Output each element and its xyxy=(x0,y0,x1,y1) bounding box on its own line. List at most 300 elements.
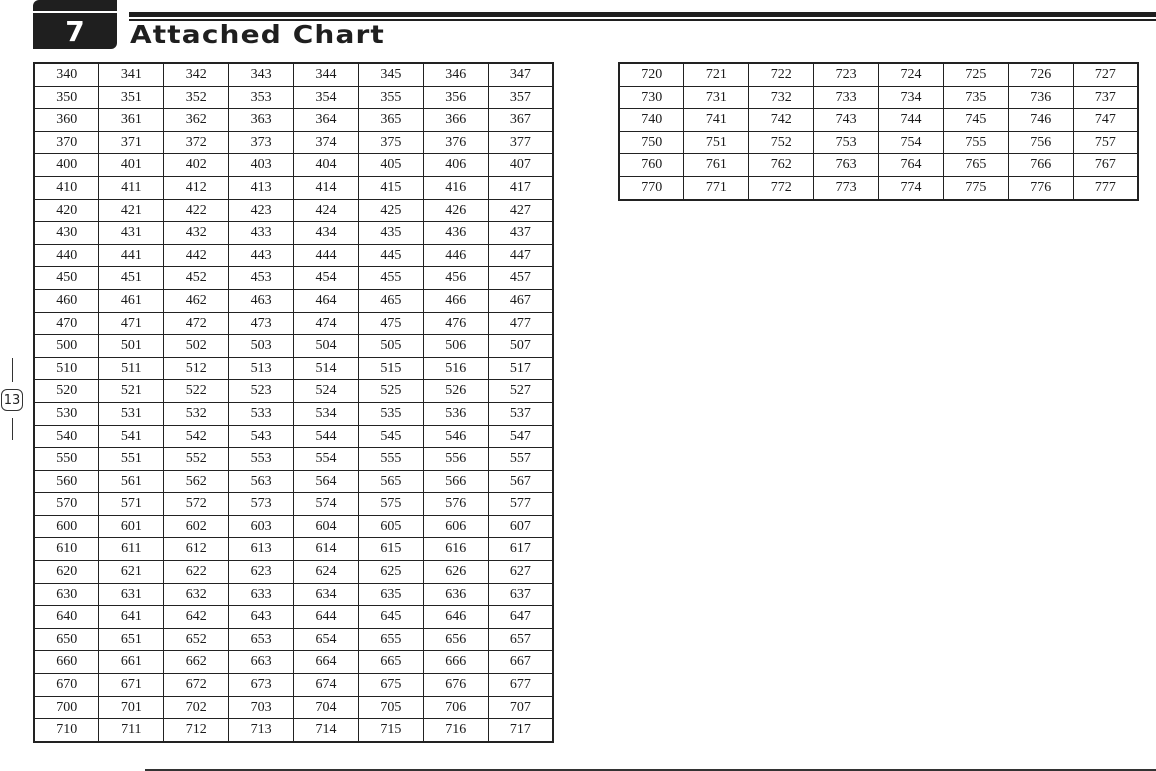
table-cell: 475 xyxy=(358,312,423,335)
table-cell: 531 xyxy=(99,402,164,425)
table-cell: 600 xyxy=(34,515,99,538)
table-cell: 371 xyxy=(99,131,164,154)
table-cell: 401 xyxy=(99,154,164,177)
table-cell: 422 xyxy=(164,199,229,222)
table-cell: 677 xyxy=(488,674,553,697)
table-cell: 753 xyxy=(814,131,879,154)
table-cell: 434 xyxy=(294,222,359,245)
table-cell: 573 xyxy=(229,493,294,516)
table-cell: 453 xyxy=(229,267,294,290)
table-cell: 714 xyxy=(294,719,359,742)
table-cell: 507 xyxy=(488,335,553,358)
table-cell: 751 xyxy=(684,131,749,154)
table-cell: 412 xyxy=(164,176,229,199)
table-cell: 342 xyxy=(164,63,229,86)
table-cell: 762 xyxy=(749,154,814,177)
table-cell: 403 xyxy=(229,154,294,177)
table-cell: 612 xyxy=(164,538,229,561)
table-row xyxy=(34,425,553,448)
table-cell: 524 xyxy=(294,380,359,403)
table-cell: 533 xyxy=(229,402,294,425)
table-cell: 540 xyxy=(34,425,99,448)
section-badge-divider xyxy=(33,11,117,13)
table-cell: 462 xyxy=(164,289,229,312)
table-cell: 346 xyxy=(423,63,488,86)
table-cell: 345 xyxy=(358,63,423,86)
table-cell: 344 xyxy=(294,63,359,86)
table-row xyxy=(34,109,553,132)
table-cell: 352 xyxy=(164,86,229,109)
table-cell: 616 xyxy=(423,538,488,561)
table-cell: 674 xyxy=(294,674,359,697)
table-row xyxy=(34,696,553,719)
table-cell: 464 xyxy=(294,289,359,312)
table-cell: 355 xyxy=(358,86,423,109)
table-cell: 362 xyxy=(164,109,229,132)
page-marker-line-bottom xyxy=(12,418,13,440)
table-cell: 451 xyxy=(99,267,164,290)
table-cell: 644 xyxy=(294,606,359,629)
table-cell: 545 xyxy=(358,425,423,448)
table-cell: 671 xyxy=(99,674,164,697)
table-cell: 602 xyxy=(164,515,229,538)
table-cell: 534 xyxy=(294,402,359,425)
table-cell: 720 xyxy=(619,63,684,86)
table-cell: 713 xyxy=(229,719,294,742)
table-cell: 626 xyxy=(423,561,488,584)
table-cell: 761 xyxy=(684,154,749,177)
table-cell: 614 xyxy=(294,538,359,561)
table-cell: 470 xyxy=(34,312,99,335)
table-cell: 567 xyxy=(488,470,553,493)
table-cell: 505 xyxy=(358,335,423,358)
table-cell: 457 xyxy=(488,267,553,290)
table-cell: 402 xyxy=(164,154,229,177)
table-cell: 707 xyxy=(488,696,553,719)
table-row xyxy=(34,493,553,516)
table-cell: 734 xyxy=(879,86,944,109)
table-cell: 715 xyxy=(358,719,423,742)
table-cell: 447 xyxy=(488,244,553,267)
table-cell: 503 xyxy=(229,335,294,358)
table-cell: 565 xyxy=(358,470,423,493)
table-cell: 571 xyxy=(99,493,164,516)
table-cell: 432 xyxy=(164,222,229,245)
table-cell: 515 xyxy=(358,357,423,380)
table-cell: 725 xyxy=(943,63,1008,86)
table-cell: 673 xyxy=(229,674,294,697)
table-cell: 703 xyxy=(229,696,294,719)
table-cell: 523 xyxy=(229,380,294,403)
table-cell: 700 xyxy=(34,696,99,719)
table-cell: 621 xyxy=(99,561,164,584)
table-row xyxy=(34,131,553,154)
table-cell: 442 xyxy=(164,244,229,267)
table-row xyxy=(34,86,553,109)
table-cell: 562 xyxy=(164,470,229,493)
table-cell: 514 xyxy=(294,357,359,380)
table-cell: 501 xyxy=(99,335,164,358)
table-cell: 465 xyxy=(358,289,423,312)
table-cell: 556 xyxy=(423,448,488,471)
table-cell: 611 xyxy=(99,538,164,561)
table-cell: 354 xyxy=(294,86,359,109)
table-cell: 461 xyxy=(99,289,164,312)
table-cell: 520 xyxy=(34,380,99,403)
table-row xyxy=(34,154,553,177)
table-cell: 433 xyxy=(229,222,294,245)
table-cell: 676 xyxy=(423,674,488,697)
table-row xyxy=(34,357,553,380)
table-cell: 763 xyxy=(814,154,879,177)
table-cell: 760 xyxy=(619,154,684,177)
table-cell: 502 xyxy=(164,335,229,358)
table-cell: 425 xyxy=(358,199,423,222)
table-cell: 427 xyxy=(488,199,553,222)
table-row xyxy=(619,154,1138,177)
table-row xyxy=(34,719,553,742)
table-cell: 622 xyxy=(164,561,229,584)
table-cell: 544 xyxy=(294,425,359,448)
table-cell: 704 xyxy=(294,696,359,719)
table-cell: 750 xyxy=(619,131,684,154)
table-cell: 500 xyxy=(34,335,99,358)
table-cell: 662 xyxy=(164,651,229,674)
table-cell: 735 xyxy=(943,86,1008,109)
table-cell: 721 xyxy=(684,63,749,86)
table-cell: 416 xyxy=(423,176,488,199)
table-cell: 476 xyxy=(423,312,488,335)
table-cell: 641 xyxy=(99,606,164,629)
table-cell: 454 xyxy=(294,267,359,290)
table-cell: 663 xyxy=(229,651,294,674)
table-cell: 747 xyxy=(1073,109,1138,132)
table-cell: 706 xyxy=(423,696,488,719)
table-cell: 536 xyxy=(423,402,488,425)
table-cell: 360 xyxy=(34,109,99,132)
table-cell: 570 xyxy=(34,493,99,516)
table-cell: 744 xyxy=(879,109,944,132)
table-cell: 357 xyxy=(488,86,553,109)
table-cell: 376 xyxy=(423,131,488,154)
table-cell: 366 xyxy=(423,109,488,132)
table-cell: 436 xyxy=(423,222,488,245)
table-cell: 417 xyxy=(488,176,553,199)
table-cell: 555 xyxy=(358,448,423,471)
table-cell: 521 xyxy=(99,380,164,403)
table-cell: 732 xyxy=(749,86,814,109)
table-cell: 645 xyxy=(358,606,423,629)
table-cell: 372 xyxy=(164,131,229,154)
table-cell: 444 xyxy=(294,244,359,267)
table-cell: 343 xyxy=(229,63,294,86)
table-cell: 423 xyxy=(229,199,294,222)
table-cell: 657 xyxy=(488,628,553,651)
table-cell: 370 xyxy=(34,131,99,154)
table-cell: 633 xyxy=(229,583,294,606)
table-cell: 564 xyxy=(294,470,359,493)
table-cell: 527 xyxy=(488,380,553,403)
table-cell: 635 xyxy=(358,583,423,606)
table-cell: 773 xyxy=(814,176,879,199)
table-cell: 672 xyxy=(164,674,229,697)
table-cell: 627 xyxy=(488,561,553,584)
table-cell: 722 xyxy=(749,63,814,86)
table-cell: 776 xyxy=(1008,176,1073,199)
table-cell: 637 xyxy=(488,583,553,606)
table-cell: 661 xyxy=(99,651,164,674)
table-cell: 541 xyxy=(99,425,164,448)
table-row xyxy=(34,335,553,358)
table-cell: 711 xyxy=(99,719,164,742)
table-row xyxy=(619,63,1138,86)
table-cell: 467 xyxy=(488,289,553,312)
page-marker-line-top xyxy=(12,358,13,382)
table-cell: 625 xyxy=(358,561,423,584)
table-cell: 553 xyxy=(229,448,294,471)
table-cell: 716 xyxy=(423,719,488,742)
table-cell: 606 xyxy=(423,515,488,538)
table-cell: 430 xyxy=(34,222,99,245)
table-cell: 723 xyxy=(814,63,879,86)
table-cell: 736 xyxy=(1008,86,1073,109)
table-cell: 631 xyxy=(99,583,164,606)
table-cell: 460 xyxy=(34,289,99,312)
table-cell: 576 xyxy=(423,493,488,516)
page-title: Attached Chart xyxy=(130,20,385,49)
table-cell: 471 xyxy=(99,312,164,335)
table-cell: 377 xyxy=(488,131,553,154)
table-cell: 516 xyxy=(423,357,488,380)
table-cell: 472 xyxy=(164,312,229,335)
table-cell: 731 xyxy=(684,86,749,109)
table-cell: 406 xyxy=(423,154,488,177)
table-cell: 511 xyxy=(99,357,164,380)
table-cell: 411 xyxy=(99,176,164,199)
table-row xyxy=(34,674,553,697)
table-cell: 375 xyxy=(358,131,423,154)
table-cell: 526 xyxy=(423,380,488,403)
table-row xyxy=(34,289,553,312)
table-cell: 632 xyxy=(164,583,229,606)
table-cell: 617 xyxy=(488,538,553,561)
table-cell: 445 xyxy=(358,244,423,267)
table-cell: 347 xyxy=(488,63,553,86)
table-cell: 777 xyxy=(1073,176,1138,199)
table-row xyxy=(34,312,553,335)
table-cell: 413 xyxy=(229,176,294,199)
section-number: 7 xyxy=(65,15,85,48)
table-cell: 752 xyxy=(749,131,814,154)
table-cell: 623 xyxy=(229,561,294,584)
table-cell: 764 xyxy=(879,154,944,177)
table-cell: 733 xyxy=(814,86,879,109)
table-row xyxy=(34,583,553,606)
table-cell: 710 xyxy=(34,719,99,742)
table-cell: 766 xyxy=(1008,154,1073,177)
table-cell: 561 xyxy=(99,470,164,493)
table-cell: 636 xyxy=(423,583,488,606)
table-cell: 446 xyxy=(423,244,488,267)
table-cell: 466 xyxy=(423,289,488,312)
table-cell: 666 xyxy=(423,651,488,674)
table-cell: 537 xyxy=(488,402,553,425)
table-cell: 652 xyxy=(164,628,229,651)
table-cell: 705 xyxy=(358,696,423,719)
table-cell: 407 xyxy=(488,154,553,177)
table-cell: 654 xyxy=(294,628,359,651)
table-cell: 426 xyxy=(423,199,488,222)
table-cell: 477 xyxy=(488,312,553,335)
table-cell: 737 xyxy=(1073,86,1138,109)
table-cell: 643 xyxy=(229,606,294,629)
table-cell: 603 xyxy=(229,515,294,538)
table-cell: 405 xyxy=(358,154,423,177)
table-cell: 701 xyxy=(99,696,164,719)
table-cell: 522 xyxy=(164,380,229,403)
table-cell: 572 xyxy=(164,493,229,516)
table-cell: 450 xyxy=(34,267,99,290)
table-cell: 363 xyxy=(229,109,294,132)
table-cell: 577 xyxy=(488,493,553,516)
table-cell: 551 xyxy=(99,448,164,471)
table-cell: 356 xyxy=(423,86,488,109)
table-cell: 455 xyxy=(358,267,423,290)
table-cell: 513 xyxy=(229,357,294,380)
table-row xyxy=(619,176,1138,199)
table-row xyxy=(34,651,553,674)
table-cell: 675 xyxy=(358,674,423,697)
table-cell: 653 xyxy=(229,628,294,651)
table-row xyxy=(34,380,553,403)
table-cell: 530 xyxy=(34,402,99,425)
table-cell: 615 xyxy=(358,538,423,561)
table-cell: 525 xyxy=(358,380,423,403)
table-cell: 361 xyxy=(99,109,164,132)
table-cell: 504 xyxy=(294,335,359,358)
table-cell: 646 xyxy=(423,606,488,629)
table-cell: 771 xyxy=(684,176,749,199)
table-cell: 634 xyxy=(294,583,359,606)
table-cell: 452 xyxy=(164,267,229,290)
table-cell: 667 xyxy=(488,651,553,674)
table-cell: 755 xyxy=(943,131,1008,154)
table-cell: 364 xyxy=(294,109,359,132)
table-cell: 517 xyxy=(488,357,553,380)
table-cell: 574 xyxy=(294,493,359,516)
table-cell: 542 xyxy=(164,425,229,448)
table-cell: 756 xyxy=(1008,131,1073,154)
table-row xyxy=(34,402,553,425)
table-cell: 775 xyxy=(943,176,1008,199)
table-cell: 724 xyxy=(879,63,944,86)
table-cell: 665 xyxy=(358,651,423,674)
table-cell: 546 xyxy=(423,425,488,448)
table-cell: 340 xyxy=(34,63,99,86)
table-cell: 601 xyxy=(99,515,164,538)
table-cell: 604 xyxy=(294,515,359,538)
table-cell: 506 xyxy=(423,335,488,358)
table-cell: 532 xyxy=(164,402,229,425)
table-row xyxy=(34,176,553,199)
table-cell: 741 xyxy=(684,109,749,132)
table-cell: 543 xyxy=(229,425,294,448)
table-cell: 717 xyxy=(488,719,553,742)
table-cell: 620 xyxy=(34,561,99,584)
table-cell: 656 xyxy=(423,628,488,651)
header-rule-thick xyxy=(129,12,1156,17)
table-cell: 456 xyxy=(423,267,488,290)
table-cell: 557 xyxy=(488,448,553,471)
table-cell: 613 xyxy=(229,538,294,561)
table-cell: 463 xyxy=(229,289,294,312)
table-row xyxy=(34,244,553,267)
table-cell: 772 xyxy=(749,176,814,199)
table-cell: 560 xyxy=(34,470,99,493)
table-row xyxy=(619,86,1138,109)
table-cell: 420 xyxy=(34,199,99,222)
table-cell: 550 xyxy=(34,448,99,471)
table-cell: 757 xyxy=(1073,131,1138,154)
table-cell: 563 xyxy=(229,470,294,493)
table-cell: 647 xyxy=(488,606,553,629)
table-row xyxy=(619,131,1138,154)
table-cell: 414 xyxy=(294,176,359,199)
table-cell: 510 xyxy=(34,357,99,380)
table-cell: 727 xyxy=(1073,63,1138,86)
table-cell: 655 xyxy=(358,628,423,651)
table-cell: 404 xyxy=(294,154,359,177)
table-cell: 640 xyxy=(34,606,99,629)
table-cell: 770 xyxy=(619,176,684,199)
table-cell: 410 xyxy=(34,176,99,199)
table-cell: 440 xyxy=(34,244,99,267)
table-cell: 650 xyxy=(34,628,99,651)
table-row xyxy=(34,63,553,86)
table-cell: 367 xyxy=(488,109,553,132)
table-cell: 754 xyxy=(879,131,944,154)
table-cell: 554 xyxy=(294,448,359,471)
page-number: 13 xyxy=(1,389,23,411)
table-cell: 624 xyxy=(294,561,359,584)
table-row xyxy=(34,222,553,245)
table-cell: 610 xyxy=(34,538,99,561)
table-cell: 437 xyxy=(488,222,553,245)
table-cell: 353 xyxy=(229,86,294,109)
table-row xyxy=(34,199,553,222)
table-cell: 630 xyxy=(34,583,99,606)
table-cell: 605 xyxy=(358,515,423,538)
code-table-right xyxy=(618,62,1139,201)
table-row xyxy=(34,470,553,493)
table-cell: 473 xyxy=(229,312,294,335)
table-cell: 365 xyxy=(358,109,423,132)
table-cell: 547 xyxy=(488,425,553,448)
code-table-left xyxy=(33,62,554,743)
table-row xyxy=(34,515,553,538)
table-cell: 575 xyxy=(358,493,423,516)
table-cell: 726 xyxy=(1008,63,1073,86)
table-cell: 607 xyxy=(488,515,553,538)
table-cell: 566 xyxy=(423,470,488,493)
table-cell: 730 xyxy=(619,86,684,109)
table-cell: 664 xyxy=(294,651,359,674)
table-cell: 765 xyxy=(943,154,1008,177)
table-cell: 415 xyxy=(358,176,423,199)
table-row xyxy=(34,448,553,471)
table-cell: 767 xyxy=(1073,154,1138,177)
table-cell: 651 xyxy=(99,628,164,651)
